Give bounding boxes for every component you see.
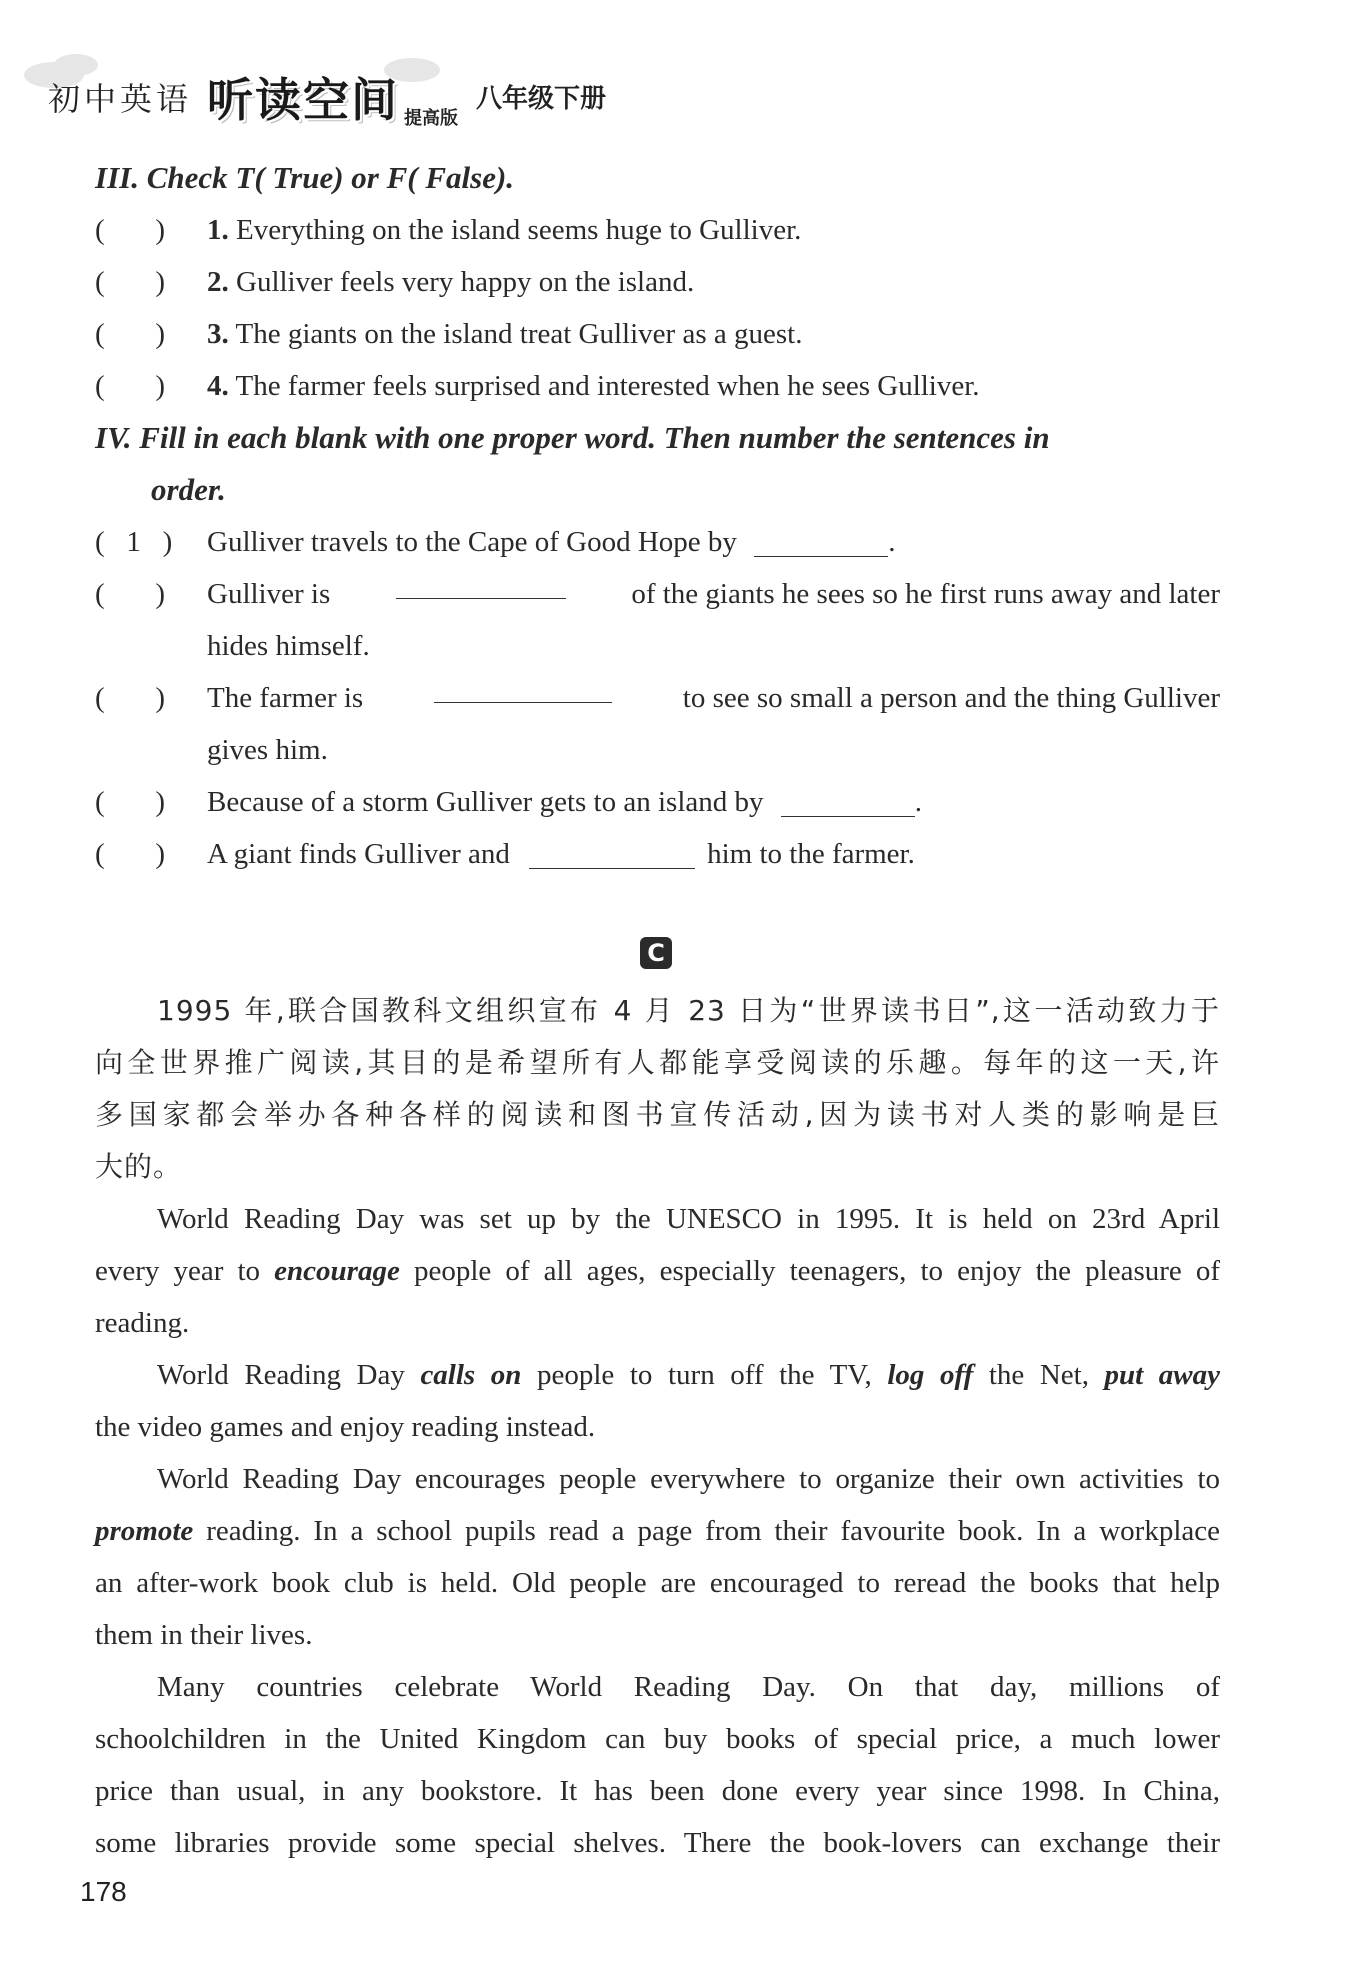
reading-passage — [95, 985, 1220, 1869]
item-text: Gulliver feels very happy on the island. — [236, 266, 695, 298]
tf-item — [95, 308, 1220, 360]
answer-parens[interactable]: ( ) — [95, 266, 166, 298]
paragraph-line: some libraries provide some special shelves. There the book-lovers can exchange their — [95, 1827, 1220, 1859]
item-number: 2. — [207, 266, 229, 298]
paragraph-line: World Reading Day was set up by the UNESCO in 1995. It is held on 23rd April — [157, 1203, 1220, 1235]
answer-parens[interactable]: ( ) — [95, 214, 166, 246]
keyword: promote — [95, 1515, 194, 1547]
text-run: reading. In a school pupils read a page from their favourite book. In a workplace — [206, 1515, 1221, 1547]
order-number: 1 — [126, 526, 141, 558]
section-4-title — [95, 412, 1220, 516]
item-text: The farmer is — [207, 682, 364, 714]
item-end: . — [914, 786, 923, 818]
section-4-title-line2: order. — [151, 472, 226, 507]
item-text: The giants on the island treat Gulliver as a guest. — [235, 318, 803, 350]
chinese-line: 1995 年,联合国教科文组织宣布 4 月 23 日为“世界读书日”,这一活动致力于 — [157, 994, 1220, 1027]
answer-parens[interactable]: ( 1 ) — [95, 526, 173, 558]
fill-blank[interactable] — [529, 838, 695, 869]
chinese-line: 大的。 — [95, 1150, 183, 1183]
text-run: people to turn off the TV, — [536, 1359, 872, 1391]
page-number: 178 — [80, 1876, 127, 1907]
paragraph-line: them in their lives. — [95, 1619, 313, 1651]
item-text: A giant finds Gulliver and — [207, 838, 510, 870]
text-run: the Net, — [988, 1359, 1089, 1391]
answer-parens[interactable]: ( ) — [95, 370, 166, 402]
paragraph-2 — [95, 1349, 1220, 1453]
item-text: Gulliver travels to the Cape of Good Hope by — [207, 526, 737, 558]
answer-parens[interactable]: ( ) — [95, 318, 166, 350]
answer-parens[interactable]: ( ) — [95, 838, 166, 870]
keyword: calls on — [420, 1359, 522, 1391]
order-item — [95, 828, 1220, 880]
chinese-line: 多国家都会举办各种各样的阅读和图书宣传活动,因为读书对人类的影响是巨 — [95, 1098, 1220, 1131]
exercises — [95, 152, 1220, 880]
order-item — [95, 516, 1220, 568]
keyword: put away — [1104, 1359, 1221, 1391]
paragraph-3 — [95, 1453, 1220, 1661]
paragraph-4 — [95, 1661, 1220, 1869]
order-item — [95, 776, 1220, 828]
item-text: to see so small a person and the thing Gulliver — [682, 682, 1220, 714]
fill-blank[interactable] — [396, 568, 566, 599]
item-end: . — [888, 526, 896, 558]
passage-label-badge: C — [640, 937, 672, 969]
paragraph-line: the video games and enjoy reading instead. — [95, 1411, 596, 1443]
item-number: 1. — [207, 214, 229, 246]
answer-parens[interactable]: ( ) — [95, 682, 166, 714]
answer-parens[interactable]: ( ) — [95, 578, 166, 610]
item-text: Gulliver is — [207, 578, 331, 610]
page-header — [24, 52, 724, 132]
fill-blank[interactable] — [781, 786, 915, 817]
section-3-title: III. Check T( True) or F( False). — [95, 160, 515, 195]
paragraph-line: World Reading Day encourages people everywhere to organize their own activities to — [157, 1463, 1220, 1495]
series-name: 初中英语 — [48, 80, 193, 118]
tf-item — [95, 256, 1220, 308]
tf-item — [95, 204, 1220, 256]
item-text: him to the farmer. — [707, 838, 915, 870]
item-number: 4. — [207, 370, 229, 402]
paragraph-line — [95, 1505, 1220, 1557]
text-run: every year to — [95, 1255, 261, 1287]
paragraph-line: Many countries celebrate World Reading Day. On that day, millions of — [157, 1671, 1220, 1703]
paragraph-line: an after-work book club is held. Old people are encouraged to reread the books that help — [95, 1567, 1220, 1599]
item-text: Because of a storm Gulliver gets to an island by — [207, 786, 764, 818]
keyword: encourage — [274, 1255, 400, 1287]
text-run: people of all ages, especially teenagers, to enjoy the pleasure of — [413, 1255, 1221, 1287]
item-text: The farmer feels surprised and interested when he sees Gulliver. — [235, 370, 980, 402]
item-number: 3. — [207, 318, 229, 350]
paragraph-line: reading. — [95, 1307, 190, 1339]
order-item — [95, 672, 1220, 724]
fill-blank[interactable] — [434, 672, 612, 703]
item-text: of the giants he sees so he first runs away and later — [631, 578, 1220, 610]
section-4-title-line1: IV. Fill in each blank with one proper word. Then number the sentences in — [95, 420, 1050, 455]
chinese-intro — [95, 985, 1220, 1193]
item-text-continued: gives him. — [207, 734, 328, 766]
grade-label: 八年级下册 — [476, 84, 607, 114]
tf-item — [95, 360, 1220, 412]
book-title: 听读空间 — [207, 73, 399, 127]
answer-parens[interactable]: ( ) — [95, 786, 166, 818]
item-text: Everything on the island seems huge to Gulliver. — [236, 214, 802, 246]
paragraph-line: price than usual, in any bookstore. It has been done every year since 1998. In China, — [95, 1775, 1220, 1807]
paragraph-line: schoolchildren in the United Kingdom can buy books of special price, a much lower — [95, 1723, 1220, 1755]
item-text-continued: hides himself. — [207, 630, 370, 662]
chinese-line: 向全世界推广阅读,其目的是希望所有人都能享受阅读的乐趣。每年的这一天,许 — [95, 1046, 1220, 1079]
order-item — [95, 568, 1220, 620]
cloud-decoration — [54, 54, 98, 76]
edition-label: 提高版 — [404, 108, 458, 129]
keyword: log off — [887, 1359, 974, 1391]
fill-blank[interactable] — [754, 526, 888, 557]
paragraph-line — [95, 1349, 1220, 1401]
paragraph-1 — [95, 1193, 1220, 1349]
paragraph-line — [95, 1245, 1220, 1297]
text-run: World Reading Day — [157, 1359, 405, 1391]
